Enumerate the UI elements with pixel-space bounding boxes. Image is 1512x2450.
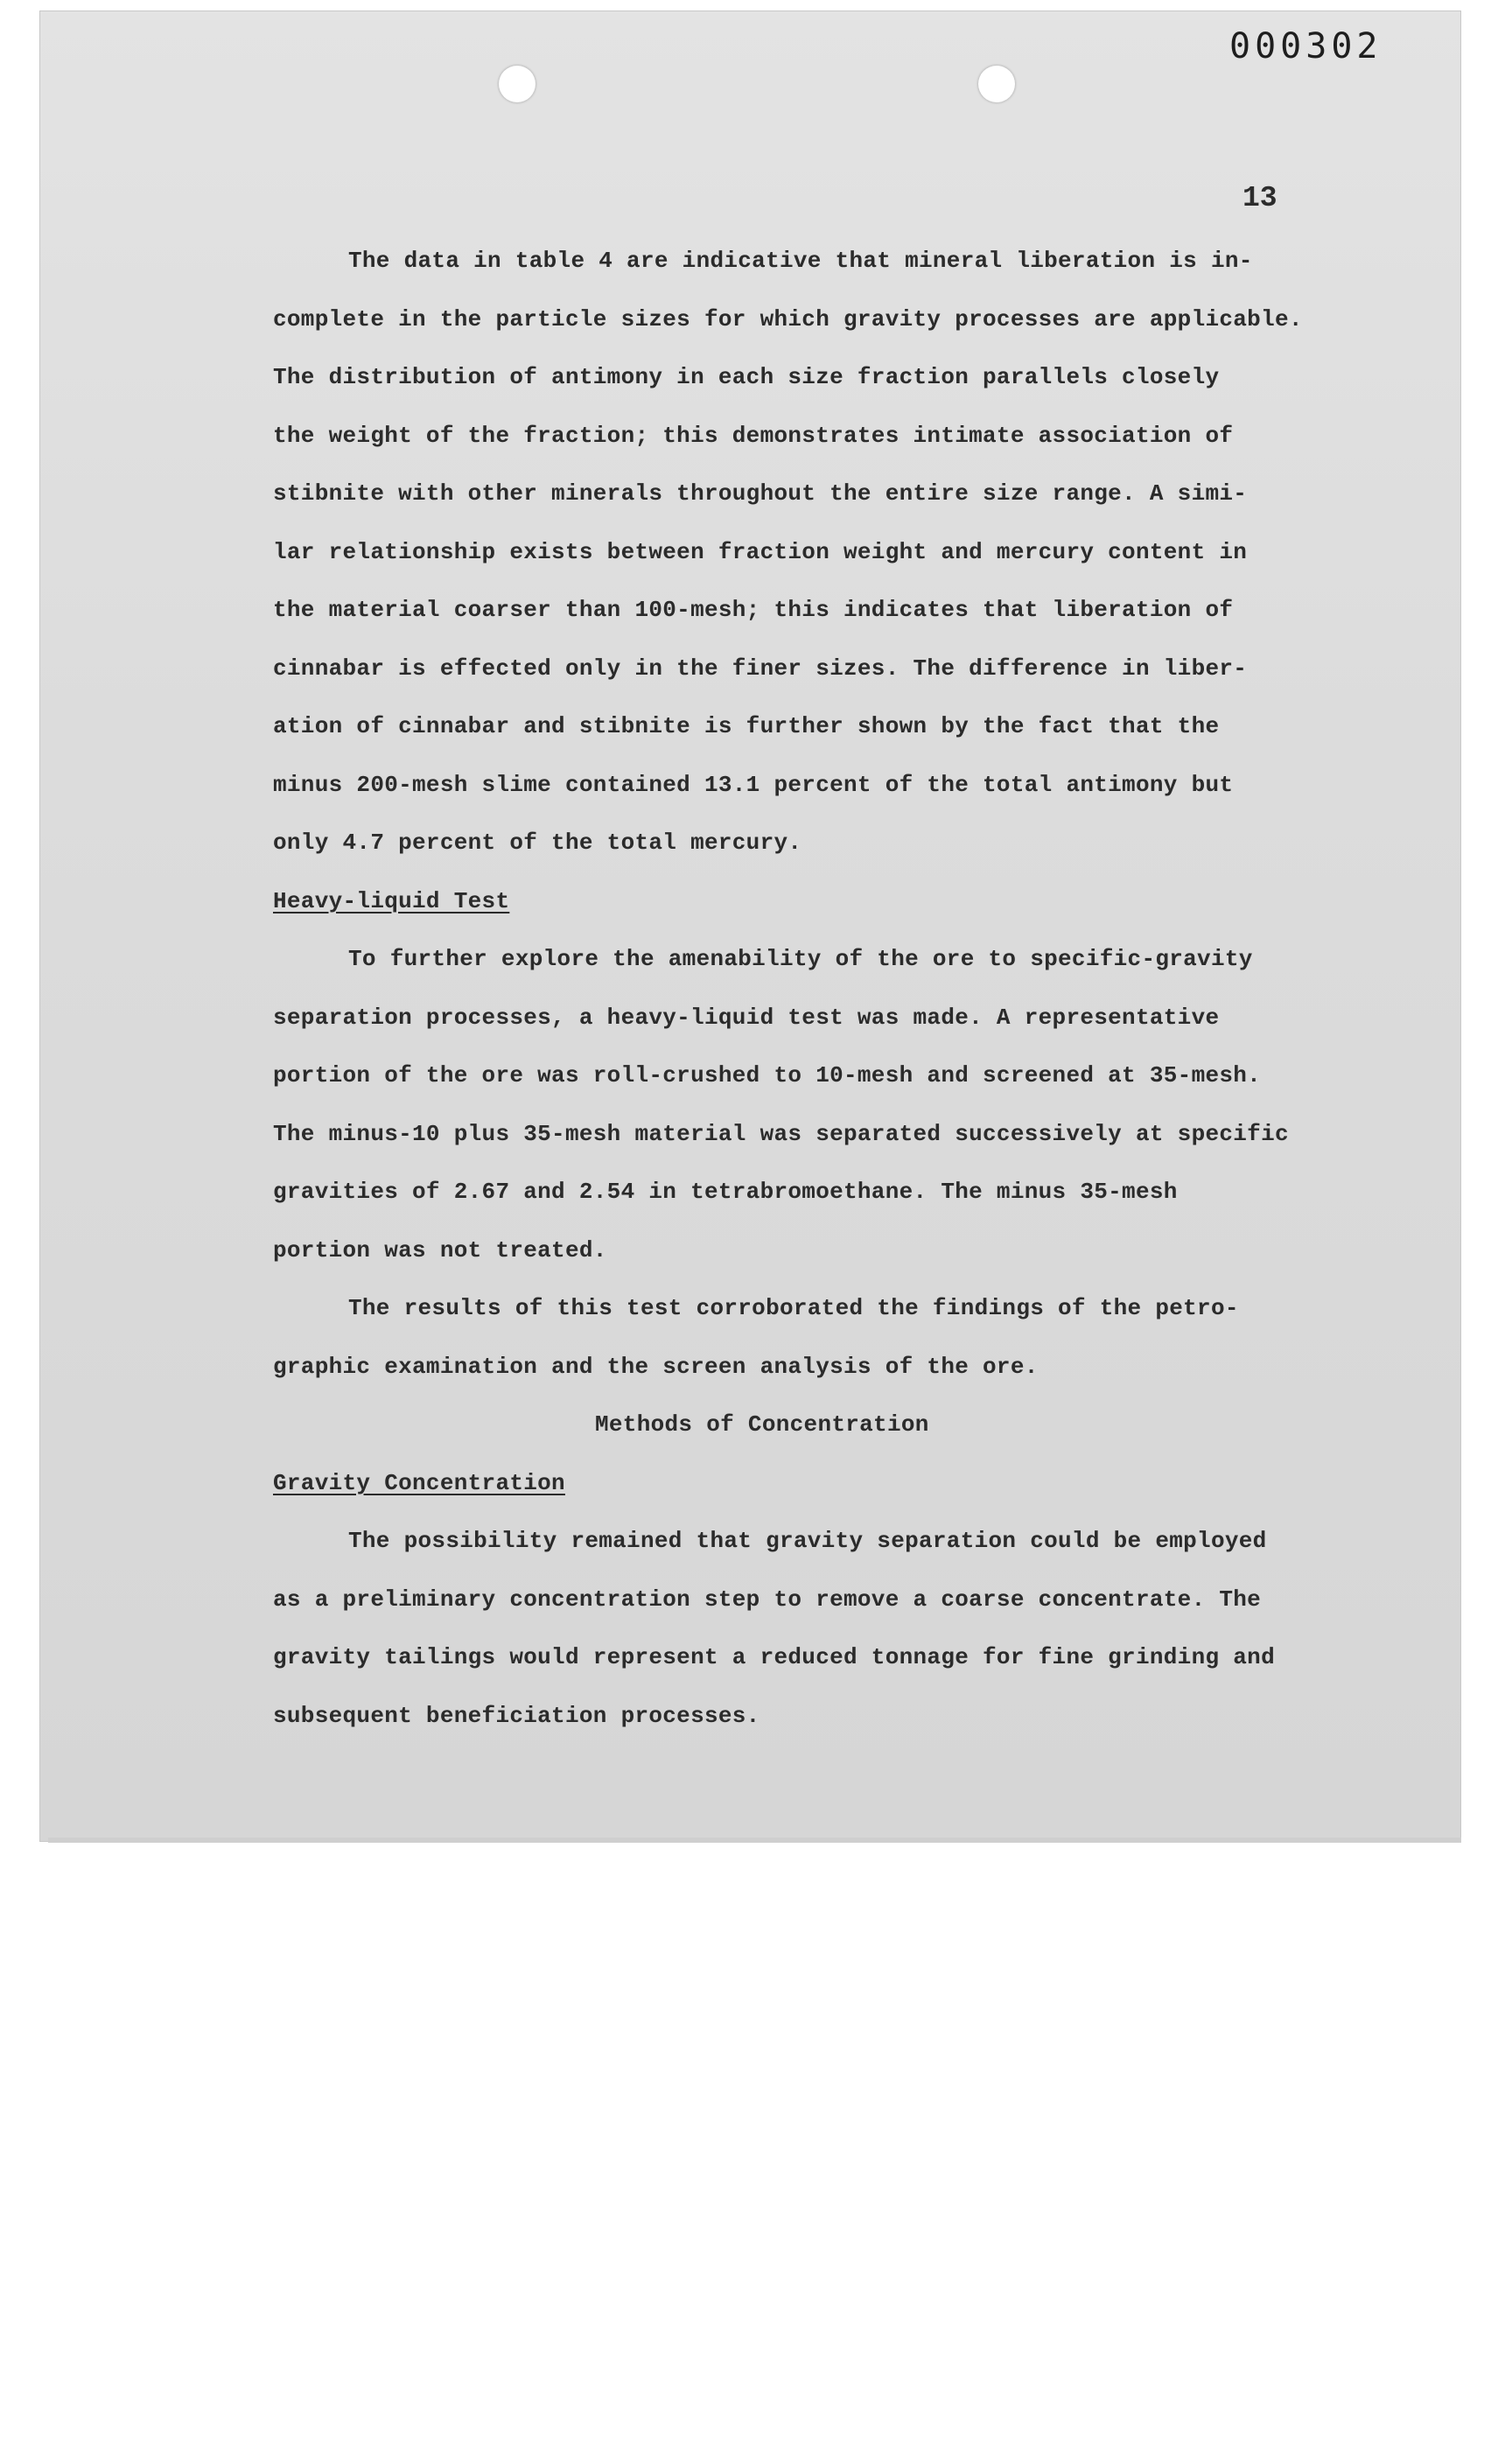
paragraph-line: ation of cinnabar and stibnite is further shown by the fact that the [273,713,1220,739]
paragraph-line: To further explore the amenability of the ore to specific-gravity [348,946,1253,972]
paragraph-line: as a preliminary concentration step to remove a coarse concentrate. The [273,1586,1262,1613]
paragraph-line: portion of the ore was roll-crushed to 10-mesh and screened at 35-mesh. [273,1062,1262,1088]
section-heading-methods-of-concentration: Methods of Concentration [595,1411,929,1438]
paragraph-line: the weight of the fraction; this demonstrates intimate association of [273,422,1234,449]
paragraph-line: only 4.7 percent of the total mercury. [273,830,802,856]
document-body [273,232,1367,1745]
paragraph-line: The data in table 4 are indicative that mineral liberation is in- [348,248,1253,274]
page-number: 13 [1242,182,1278,214]
paragraph-line: lar relationship exists between fraction weight and mercury content in [273,538,1248,565]
paragraph-line: subsequent beneficiation processes. [273,1702,760,1729]
paragraph-line: portion was not treated. [273,1236,607,1264]
paragraph-line: stibnite with other minerals throughout the entire size range. A simi- [273,480,1248,507]
page-bottom-edge [48,1838,1461,1843]
paragraph-line: The results of this test corroborated the findings of the petro- [348,1295,1239,1321]
document-number: 000302 [1229,26,1382,66]
paragraph-line: gravities of 2.67 and 2.54 in tetrabromoethane. The minus 35-mesh [273,1179,1178,1205]
paragraph-line: minus 200-mesh slime contained 13.1 percent of the total antimony but [273,771,1234,798]
paragraph-line: The minus-10 plus 35-mesh material was separated successively at specific [273,1120,1289,1147]
paragraph-line: separation processes, a heavy-liquid test was made. A representative [273,1004,1220,1031]
paragraph-line: The distribution of antimony in each size fraction parallels closely [273,364,1220,390]
paragraph-line: graphic examination and the screen analysis of the ore. [273,1353,1039,1380]
section-heading-heavy-liquid-test: Heavy-liquid Test [273,887,510,914]
paragraph-line: gravity tailings would represent a reduced tonnage for fine grinding and [273,1644,1275,1670]
paragraph-line: complete in the particle sizes for which gravity processes are applicable. [273,305,1303,332]
paragraph-line: cinnabar is effected only in the finer sizes. The difference in liber- [273,654,1248,682]
paragraph-line: the material coarser than 100-mesh; this indicates that liberation of [273,597,1234,623]
paragraph-line: The possibility remained that gravity separation could be employed [348,1528,1267,1554]
punch-hole-right [978,66,1015,102]
punch-hole-left [499,66,536,102]
section-heading-gravity-concentration: Gravity Concentration [273,1469,565,1496]
